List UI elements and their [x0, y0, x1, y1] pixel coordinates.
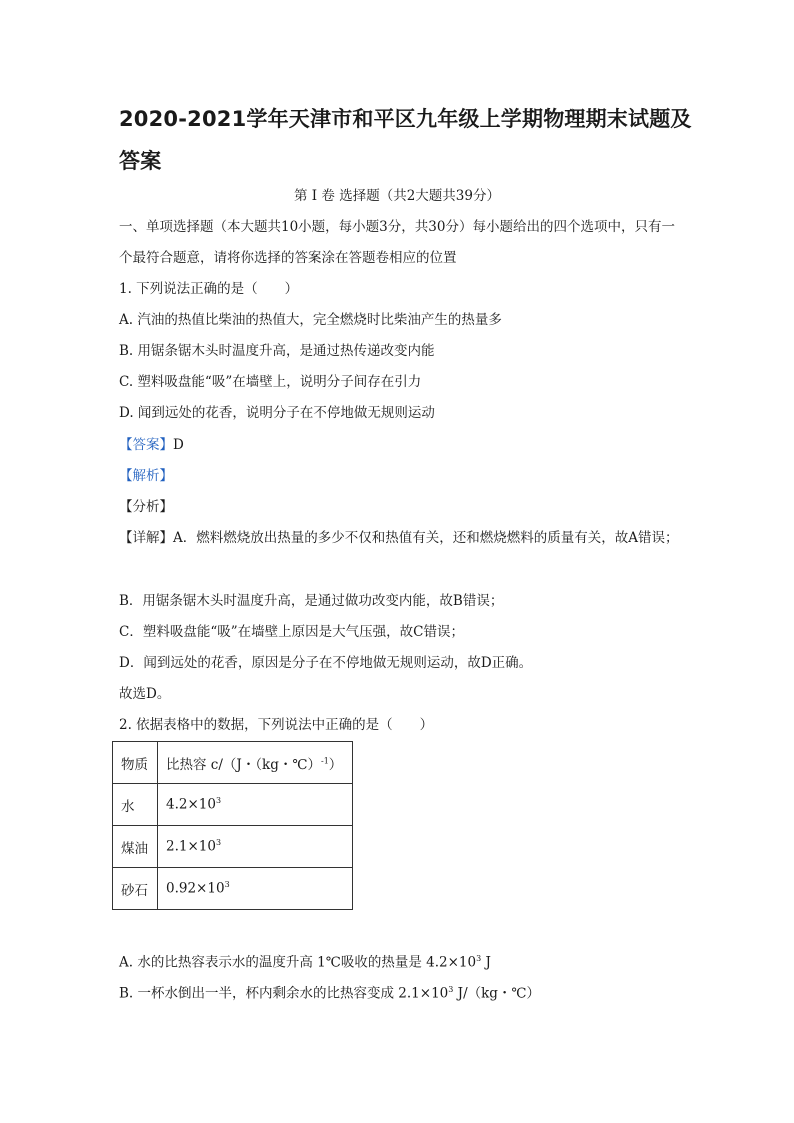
document-title: 2020-2021学年天津市和平区九年级上学期物理期末试题及答案 — [119, 107, 692, 173]
table-header-substance: 物质 — [113, 742, 158, 784]
table-cell-value: $2.1\times 10^3$ — [158, 826, 353, 868]
answer-line — [119, 435, 184, 455]
table-row — [113, 826, 353, 868]
question-2-option-a: A. 水的比热容表示水的温度升高 1℃吸收的热量是 $4.2\times 10^3$ J — [119, 954, 491, 971]
detail-line-c: C．塑料吸盘能“吸”在墙壁上原因是大气压强，故C错误； — [119, 624, 464, 640]
question-1-option-a: A. 汽油的热值比柴油的热值大，完全燃烧时比柴油产生的热量多 — [119, 312, 502, 328]
fenxi-tag: 【分析】 — [119, 499, 173, 515]
table-cell-value: $0.92\times 10^3$ — [158, 868, 353, 910]
analysis-line — [119, 466, 173, 486]
section-heading: 第 Ⅰ 卷 选择题（共2大题共39分） — [294, 188, 500, 204]
detail-text: A．燃料燃烧放出热量的多少不仅和热值有关，还和燃烧燃料的质量有关，故A错误； — [173, 530, 679, 546]
question-2-option-b: B. 一杯水倒出一半，杯内剩余水的比热容变成 $2.1\times 10^3$ J/（kg・℃） — [119, 985, 541, 1002]
question-1-stem: 1. 下列说法正确的是（ ） — [119, 281, 299, 297]
detail-line-d: D．闻到远处的花香，原因是分子在不停地做无规则运动，故D正确。 — [119, 655, 533, 671]
question-1-option-b: B. 用锯条锯木头时温度升高，是通过热传递改变内能 — [119, 343, 435, 359]
analysis-tag: 【解析】 — [119, 468, 173, 484]
answer-value: D — [173, 437, 184, 453]
table-cell-value: $4.2\times 10^3$ — [158, 784, 353, 826]
detail-paragraph — [119, 523, 684, 554]
table-header-specific-heat: 比热容 c/（J・（kg・℃）$^{-1}$） — [158, 742, 353, 784]
question-1-option-d: D. 闻到远处的花香，说明分子在不停地做无规则运动 — [119, 405, 435, 421]
table-cell-substance: 煤油 — [113, 826, 158, 868]
question-2-stem: 2. 依据表格中的数据，下列说法中正确的是（ ） — [119, 717, 434, 733]
detail-tag: 【详解】 — [119, 530, 173, 546]
table-row — [113, 868, 353, 910]
table-row — [113, 784, 353, 826]
specific-heat-table — [112, 741, 353, 910]
table-header-row — [113, 742, 353, 784]
conclusion-line: 故选D。 — [119, 686, 171, 702]
question-1-option-c: C. 塑料吸盘能“吸”在墙壁上，说明分子间存在引力 — [119, 374, 422, 390]
answer-tag: 【答案】 — [119, 437, 173, 453]
fenxi-line — [119, 497, 173, 517]
table-cell-substance: 砂石 — [113, 868, 158, 910]
table-cell-substance: 水 — [113, 784, 158, 826]
detail-line-b: B．用锯条锯木头时温度升高，是通过做功改变内能，故B错误； — [119, 593, 504, 609]
part-intro: 一、单项选择题（本大题共10小题，每小题3分，共30分）每小题给出的四个选项中，只有一个最符合题意，请将你选择的答案涂在答题卷相应的位置 — [119, 219, 675, 266]
